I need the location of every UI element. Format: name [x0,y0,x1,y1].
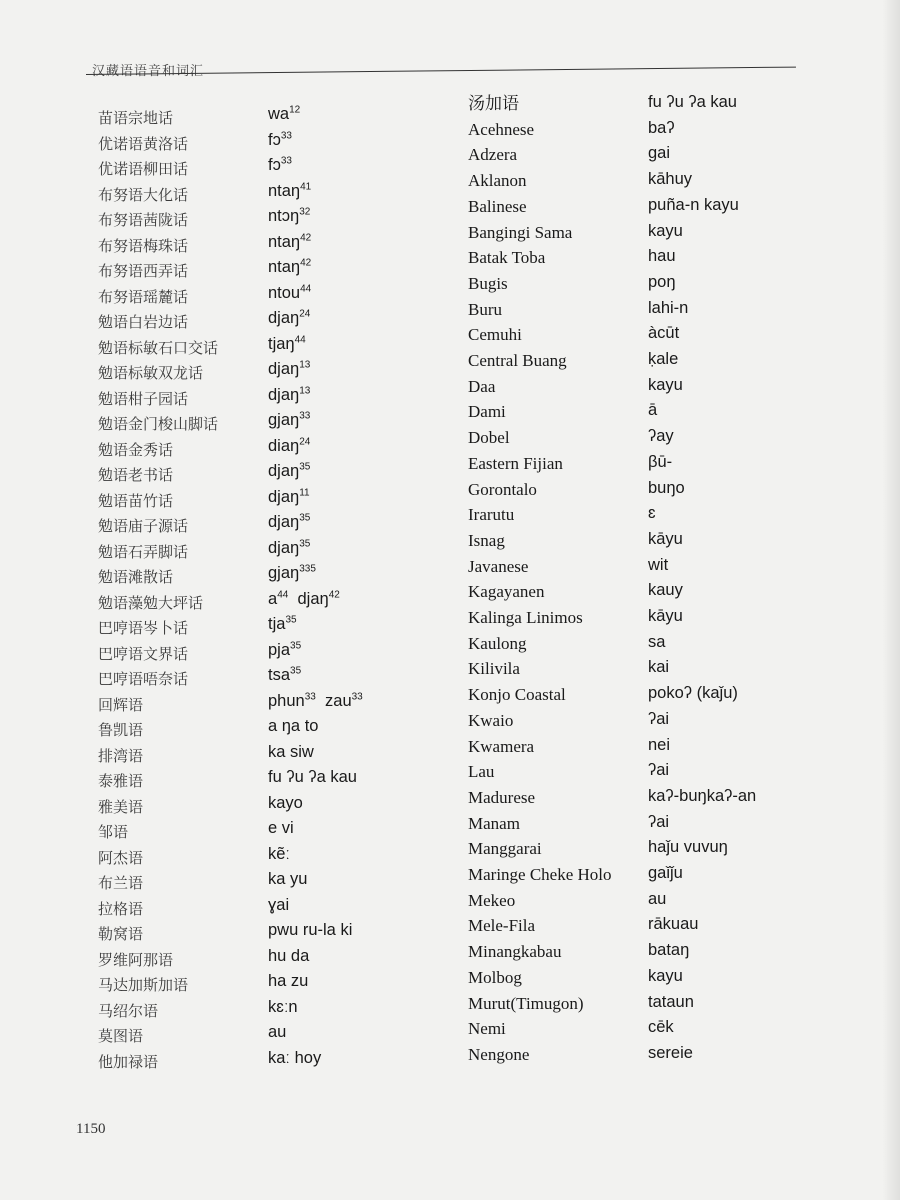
right-entry-language: Manam [468,814,520,833]
right-entry-form: ʔai [648,813,670,831]
left-entry-language: 优诺语柳田话 [98,160,189,178]
left-entry-form [268,1022,286,1042]
left-entry-language: 布努语大化话 [98,186,189,204]
right-entry-language: Konjo Coastal [468,685,566,704]
left-entry-language: 回辉语 [98,696,144,714]
running-head: 汉藏语语音和词汇 [92,64,205,79]
right-entry-form: ɛ [648,504,656,522]
right-entry-language: Javanese [468,557,529,576]
right-entry-language: Aklanon [468,171,527,190]
right-entry-language: Maringe Cheke Holo [468,865,612,884]
left-entry-language: 布努语瑶麓话 [98,288,189,306]
left-entry-language: 拉格语 [98,900,144,918]
right-entry-form: ʔay [648,427,674,445]
left-entry-form [268,308,310,328]
form-text: ntɔŋ [268,207,300,225]
tone-superscript: 44 [300,283,312,295]
right-entry-language: Minangkabau [468,942,562,961]
left-entry-language: 勉语庙子源话 [98,517,189,535]
form-text: kayo [268,794,303,812]
form-text: pwu ru-la ki [268,921,353,939]
right-entry-language: Molbog [468,968,522,987]
form-text: ntaŋ [268,233,301,251]
right-entry-form: hau [648,247,676,265]
form-text: kɛːn [268,998,298,1016]
tone-superscript: 35 [285,614,297,626]
left-entry-form [268,742,314,762]
form-text: tja [268,615,286,633]
left-entry-language: 巴哼语唔奈话 [98,670,189,688]
tone-superscript: 42 [300,232,312,244]
tone-superscript: 42 [300,257,312,269]
left-entry-language: 勉语藻勉大坪话 [98,594,204,612]
left-entry-form [268,640,301,660]
left-entry-language: 勉语老书话 [98,466,174,484]
right-entry-form: pokoʔ (kaǰu) [648,684,738,702]
right-entry-language: Buru [468,300,502,319]
right-entry-language: Central Buang [468,351,567,370]
form-text: tsa [268,666,291,684]
right-entry-language: 汤加语 [468,94,519,113]
left-entry-form [268,334,306,354]
right-entry-form: kai [648,658,670,676]
right-entry-form: àcūt [648,324,680,342]
form-text: djaŋ [268,386,300,404]
left-entry-form [268,869,307,889]
right-entry-language: Gorontalo [468,480,537,499]
left-entry-form [268,410,310,430]
right-entry-form: kauy [648,581,683,599]
form-text: ɣai [268,896,290,914]
right-entry-form: kayu [648,376,683,394]
left-entry-form [268,461,310,481]
right-entry-language: Lau [468,762,495,781]
left-entry-form [268,538,310,558]
form-text: djaŋ [268,488,300,506]
left-entry-form [268,793,303,813]
form-text: gjaŋ [268,564,300,582]
right-entry-language: Daa [468,377,496,396]
right-entry-form: buŋo [648,479,685,497]
left-entry-form [268,487,310,507]
left-entry-language: 邹语 [98,823,129,841]
tone-superscript: 35 [299,512,311,524]
right-entry-form: cēk [648,1018,674,1036]
form-text: djaŋ [268,513,300,531]
right-entry-language: Kwaio [468,711,514,730]
left-entry-form [268,844,290,864]
left-entry-language: 布兰语 [98,874,144,892]
right-entry-language: Kagayanen [468,582,545,601]
left-entry-form [268,767,357,787]
form-text: fɔ [268,156,281,174]
right-entry-language: Batak Toba [468,248,546,267]
right-entry-language: Acehnese [468,120,535,139]
right-entry-language: Kaulong [468,634,527,653]
right-entry-form: rākuau [648,915,699,933]
form-text: ha zu [268,972,309,990]
right-entry-language: Kilivila [468,659,520,678]
right-entry-form: kayu [648,967,683,985]
left-entry-language: 巴哼语岑卜话 [98,619,189,637]
left-entry-language: 他加禄语 [98,1053,159,1071]
left-entry-language: 罗维阿那语 [98,951,174,969]
left-entry-form [268,436,310,456]
right-entry-form: fu ʔu ʔa kau [648,93,737,111]
tone-superscript: 11 [299,487,310,499]
form-text: wa [268,105,290,123]
left-entry-form [268,257,311,277]
left-entry-form [268,818,294,838]
left-entry-language: 阿杰语 [98,849,144,867]
page-number: 1150 [76,1121,106,1137]
left-entry-language: 布努语梅珠话 [98,237,189,255]
left-entry-language: 勉语标敏双龙话 [98,364,204,382]
tone-superscript: 44 [277,589,289,601]
left-entry-language: 勉语金门梭山脚话 [98,415,219,433]
left-entry-language: 勉语石弄脚话 [98,543,189,561]
left-entry-language: 勉语滩散话 [98,568,174,586]
left-entry-form [268,691,363,711]
right-entry-language: Mekeo [468,891,516,910]
right-entry-form: gaǐǰu [648,864,683,882]
left-entry-language: 勉语苗竹话 [98,492,174,510]
right-entry-language: Balinese [468,197,527,216]
left-entry-form [268,665,301,685]
left-entry-language: 苗语宗地话 [98,109,174,127]
left-entry-form [268,385,310,405]
left-entry-form [268,614,297,634]
form-text: e vi [268,819,294,837]
form-text: diaŋ [268,437,300,455]
form-text: djaŋ [268,462,300,480]
left-entry-form [268,359,310,379]
left-entry-form [268,997,298,1017]
right-entry-language: Kwamera [468,737,535,756]
right-entry-form: sereie [648,1044,693,1062]
left-entry-language: 鲁凯语 [98,721,144,739]
right-entry-form: ʔai [648,761,670,779]
right-entry-language: Bugis [468,274,508,293]
form-text: tjaŋ [268,335,295,353]
right-entry-language: Manggarai [468,839,542,858]
left-entry-form [268,206,310,226]
tone-superscript: 35 [290,665,302,677]
left-entry-language: 布努语茜陇话 [98,211,189,229]
right-entry-form: bataŋ [648,941,690,959]
form-text: djaŋ [268,360,300,378]
right-entry-language: Nemi [468,1019,506,1038]
left-entry-language: 勉语白岩边话 [98,313,189,331]
tone-superscript: 24 [299,308,311,320]
left-entry-language: 勉语柑子园话 [98,390,189,408]
left-entry-form [268,232,311,252]
right-entry-language: Murut(Timugon) [468,994,584,1013]
left-entry-language: 马绍尔语 [98,1002,159,1020]
left-entry-language: 雅美语 [98,798,144,816]
right-entry-form: poŋ [648,273,676,291]
right-entry-form: kāhuy [648,170,693,188]
right-entry-form: βū- [648,453,673,471]
tone-superscript: 35 [290,640,302,652]
left-entry-language: 优诺语黄洛话 [98,135,189,153]
form-text: kẽː [268,845,291,863]
right-entry-language: Kalinga Linimos [468,608,583,627]
page-edge-shadow [882,0,900,1200]
tone-superscript: 335 [299,563,316,575]
form-text: pja [268,641,291,659]
form-text-2: djaŋ [297,590,329,608]
left-entry-language: 莫图语 [98,1027,144,1045]
right-entry-language: Isnag [468,531,505,550]
form-text: fɔ [268,131,281,149]
left-entry-language: 勉语标敏石口交话 [98,339,219,357]
tone-superscript: 44 [294,334,306,346]
right-entry-language: Dobel [468,428,510,447]
right-entry-language: Madurese [468,788,536,807]
form-text: djaŋ [268,309,300,327]
right-entry-language: Eastern Fijian [468,454,563,473]
tone-superscript: 33 [304,691,316,703]
form-text: ka yu [268,870,308,888]
right-entry-form: ā [648,401,658,419]
form-text: ntou [268,284,301,302]
left-entry-language: 勉语金秀话 [98,441,174,459]
form-text: ntaŋ [268,258,301,276]
right-entry-language: Cemuhi [468,325,522,344]
left-entry-language: 马达加斯加语 [98,976,189,994]
form-text: ka siw [268,743,314,761]
tone-superscript: 33 [280,155,292,167]
tone-superscript-2: 33 [351,691,363,703]
tone-superscript: 41 [300,181,312,193]
left-entry-form [268,920,352,940]
right-entry-form: kaʔ-buŋkaʔ-an [648,787,757,805]
form-text: ntaŋ [268,182,301,200]
tone-superscript: 33 [280,130,292,142]
tone-superscript: 35 [299,461,311,473]
form-text: a [268,590,278,608]
form-text: au [268,1023,287,1041]
right-entry-language: Irarutu [468,505,515,524]
right-entry-form: kayu [648,222,683,240]
form-text: fu ʔu ʔa kau [268,768,357,786]
tone-superscript: 35 [299,538,311,550]
right-entry-form: ḳale [648,350,679,368]
left-entry-form [268,130,292,150]
form-text: a ŋa to [268,717,319,735]
right-entry-form: kāyu [648,607,683,625]
left-entry-form [268,589,340,609]
right-entry-language: Adzera [468,145,518,164]
right-entry-form: lahi-n [648,299,689,317]
left-entry-language: 勒窝语 [98,925,144,943]
right-entry-form: ʔai [648,710,670,728]
right-entry-language: Mele-Fila [468,916,536,935]
left-entry-language: 布努语西弄话 [98,262,189,280]
right-entry-form: tataun [648,993,694,1011]
form-text-2: zau [325,692,352,710]
right-entry-language: Dami [468,402,506,421]
tone-superscript: 32 [299,206,311,218]
tone-superscript: 33 [299,410,311,422]
form-text: kaː hoy [268,1049,322,1067]
left-entry-language: 泰雅语 [98,772,144,790]
left-entry-form [268,716,318,736]
tone-superscript: 13 [299,385,311,397]
left-entry-form [268,181,311,201]
right-entry-form: au [648,890,667,908]
left-entry-form [268,155,292,175]
right-entry-form: kāyu [648,530,683,548]
form-text: djaŋ [268,539,300,557]
right-entry-form: haǰu vuvuŋ [648,838,728,856]
right-entry-form: gai [648,144,671,162]
right-entry-form: sa [648,633,666,651]
left-entry-form [268,971,308,991]
left-entry-form [268,512,310,532]
right-entry-language: Nengone [468,1045,530,1064]
right-entry-language: Bangingi Sama [468,223,573,242]
form-text: phun [268,692,305,710]
tone-superscript-2: 42 [328,589,340,601]
form-text: gjaŋ [268,411,300,429]
right-entry-form: puña-n kayu [648,196,739,214]
left-entry-form [268,563,316,583]
left-entry-form [268,283,311,303]
right-entry-form: wit [648,556,669,574]
tone-superscript: 24 [299,436,311,448]
right-entry-form: baʔ [648,119,675,137]
left-entry-form [268,895,289,915]
left-entry-language: 巴哼语文界话 [98,645,189,663]
left-entry-form [268,1048,321,1068]
tone-superscript: 13 [299,359,311,371]
form-text: hu da [268,947,310,965]
left-entry-form [268,104,300,124]
left-entry-form [268,946,309,966]
right-entry-form: nei [648,736,671,754]
tone-superscript: 12 [289,104,301,116]
left-entry-language: 排湾语 [98,747,144,765]
